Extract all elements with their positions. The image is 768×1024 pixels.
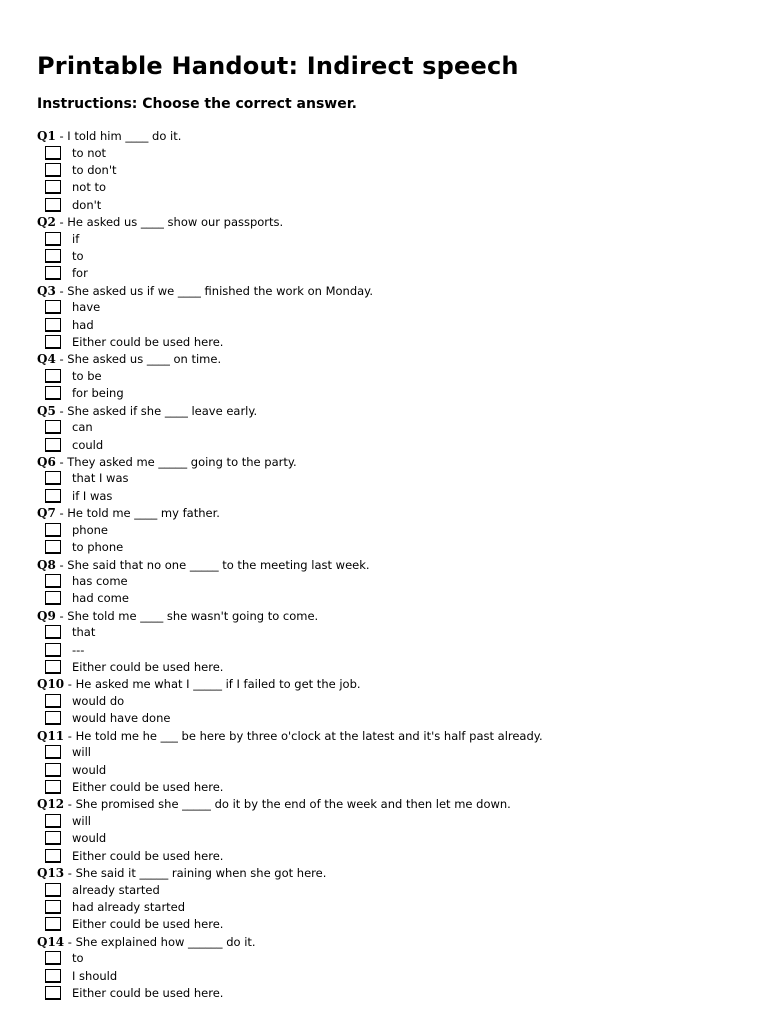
answer-option-label: don't xyxy=(72,197,102,212)
question-4 xyxy=(37,351,737,368)
question-10 xyxy=(37,676,737,693)
answer-option[interactable] xyxy=(37,985,737,1002)
answer-checkbox[interactable] xyxy=(45,471,61,485)
answer-option-label: Either could be used here. xyxy=(72,917,224,932)
answer-checkbox[interactable] xyxy=(45,574,61,588)
answer-option[interactable] xyxy=(37,179,737,196)
answer-option[interactable] xyxy=(37,899,737,916)
answer-checkbox[interactable] xyxy=(45,951,61,965)
answer-option-label: could xyxy=(72,437,104,452)
answer-option[interactable] xyxy=(37,162,737,179)
question-text: - They asked me _____ going to the party. xyxy=(55,454,297,469)
question-13 xyxy=(37,865,737,882)
answer-option[interactable] xyxy=(37,779,737,796)
answer-option-label: had come xyxy=(72,591,129,606)
question-7 xyxy=(37,505,737,522)
question-text: - She explained how ______ do it. xyxy=(64,934,256,949)
question-12 xyxy=(37,796,737,813)
answer-option[interactable] xyxy=(37,744,737,761)
answer-checkbox[interactable] xyxy=(45,523,61,537)
answer-option[interactable] xyxy=(37,539,737,556)
question-number: Q11 xyxy=(37,728,65,743)
question-text: - He asked us ____ show our passports. xyxy=(55,215,284,230)
answer-option-label: Either could be used here. xyxy=(72,335,224,350)
answer-checkbox[interactable] xyxy=(45,849,61,863)
question-8 xyxy=(37,557,737,574)
quiz-list xyxy=(37,128,737,1002)
question-number: Q5 xyxy=(37,403,56,418)
answer-option-label: Either could be used here. xyxy=(72,780,224,795)
answer-option[interactable] xyxy=(37,882,737,899)
answer-option[interactable] xyxy=(37,368,737,385)
question-14 xyxy=(37,934,737,951)
question-text: - She said it _____ raining when she got here. xyxy=(64,866,327,881)
answer-option-label: already started xyxy=(72,882,160,897)
answer-option[interactable] xyxy=(37,470,737,487)
question-number: Q14 xyxy=(37,934,65,949)
answer-option[interactable] xyxy=(37,590,737,607)
question-number: Q12 xyxy=(37,797,65,812)
answer-checkbox[interactable] xyxy=(45,625,61,639)
answer-option[interactable] xyxy=(37,916,737,933)
answer-checkbox[interactable] xyxy=(45,883,61,897)
answer-checkbox[interactable] xyxy=(45,694,61,708)
answer-option[interactable] xyxy=(37,968,737,985)
question-text: - He asked me what I _____ if I failed to get the job. xyxy=(64,677,361,692)
question-text: - She promised she _____ do it by the end of the week and then let me down. xyxy=(64,797,511,812)
answer-option-label: to xyxy=(72,248,84,263)
question-6 xyxy=(37,454,737,471)
question-number: Q7 xyxy=(37,506,56,521)
answer-checkbox[interactable] xyxy=(45,249,61,263)
answer-option-label: if xyxy=(72,231,80,246)
answer-option[interactable] xyxy=(37,317,737,334)
answer-checkbox[interactable] xyxy=(45,780,61,794)
answer-checkbox[interactable] xyxy=(45,180,61,194)
answer-option-label: can xyxy=(72,420,93,435)
question-11 xyxy=(37,728,737,745)
answer-checkbox[interactable] xyxy=(45,266,61,280)
question-number: Q9 xyxy=(37,608,56,623)
answer-option-label: Either could be used here. xyxy=(72,848,224,863)
answer-option-label: for xyxy=(72,266,88,281)
answer-checkbox[interactable] xyxy=(45,335,61,349)
answer-checkbox[interactable] xyxy=(45,831,61,845)
answer-option[interactable] xyxy=(37,419,737,436)
question-5 xyxy=(37,403,737,420)
answer-option-label: would xyxy=(72,831,107,846)
question-text: - She asked us ____ on time. xyxy=(55,352,222,367)
answer-option[interactable] xyxy=(37,848,737,865)
answer-option[interactable] xyxy=(37,642,737,659)
question-2 xyxy=(37,214,737,231)
answer-option[interactable] xyxy=(37,573,737,590)
page-title: Printable Handout: Indirect speech xyxy=(37,52,519,80)
answer-option[interactable] xyxy=(37,710,737,727)
answer-checkbox[interactable] xyxy=(45,711,61,725)
question-3 xyxy=(37,283,737,300)
answer-checkbox[interactable] xyxy=(45,643,61,657)
answer-option-label: for being xyxy=(72,386,124,401)
answer-checkbox[interactable] xyxy=(45,660,61,674)
question-text: - She asked us if we ____ finished the work on Monday. xyxy=(55,283,373,298)
answer-option[interactable] xyxy=(37,522,737,539)
answer-option[interactable] xyxy=(37,762,737,779)
answer-option[interactable] xyxy=(37,299,737,316)
answer-option[interactable] xyxy=(37,624,737,641)
answer-checkbox[interactable] xyxy=(45,386,61,400)
answer-checkbox[interactable] xyxy=(45,232,61,246)
question-1 xyxy=(37,128,737,145)
answer-checkbox[interactable] xyxy=(45,163,61,177)
answer-checkbox[interactable] xyxy=(45,745,61,759)
answer-checkbox[interactable] xyxy=(45,420,61,434)
answer-option-label: Either could be used here. xyxy=(72,986,224,1001)
answer-option[interactable] xyxy=(37,693,737,710)
question-number: Q10 xyxy=(37,677,65,692)
answer-checkbox[interactable] xyxy=(45,146,61,160)
question-9 xyxy=(37,608,737,625)
answer-option-label: not to xyxy=(72,180,107,195)
answer-option-label: to not xyxy=(72,145,107,160)
answer-option-label: if I was xyxy=(72,488,113,503)
question-number: Q4 xyxy=(37,352,56,367)
answer-checkbox[interactable] xyxy=(45,438,61,452)
answer-option[interactable] xyxy=(37,334,737,351)
answer-checkbox[interactable] xyxy=(45,489,61,503)
answer-option-label: to be xyxy=(72,368,102,383)
answer-option-label: would have done xyxy=(72,711,171,726)
answer-checkbox[interactable] xyxy=(45,917,61,931)
answer-option-label: would xyxy=(72,762,107,777)
question-text: - I told him ____ do it. xyxy=(55,129,182,143)
answer-option-label: I should xyxy=(72,968,118,983)
answer-checkbox[interactable] xyxy=(45,763,61,777)
answer-checkbox[interactable] xyxy=(45,300,61,314)
answer-checkbox[interactable] xyxy=(45,986,61,1000)
answer-option[interactable] xyxy=(37,950,737,967)
answer-checkbox[interactable] xyxy=(45,540,61,554)
answer-option-label: to don't xyxy=(72,162,117,177)
question-text: - He told me he ___ be here by three o'clock at the latest and it's half past already. xyxy=(64,728,543,743)
answer-option-label: have xyxy=(72,300,101,315)
answer-option-label: will xyxy=(72,813,91,828)
answer-option-label: will xyxy=(72,745,91,760)
answer-checkbox[interactable] xyxy=(45,198,61,212)
answer-option[interactable] xyxy=(37,385,737,402)
answer-checkbox[interactable] xyxy=(45,591,61,605)
question-text: - She told me ____ she wasn't going to come. xyxy=(55,608,319,623)
question-number: Q2 xyxy=(37,215,56,230)
question-number: Q6 xyxy=(37,454,56,469)
answer-option-label: to xyxy=(72,951,84,966)
answer-option[interactable] xyxy=(37,197,737,214)
question-text: - He told me ____ my father. xyxy=(55,506,220,521)
answer-option[interactable] xyxy=(37,437,737,454)
question-text: - She asked if she ____ leave early. xyxy=(55,403,258,418)
answer-option[interactable] xyxy=(37,145,737,162)
question-number: Q8 xyxy=(37,557,56,572)
answer-option[interactable] xyxy=(37,659,737,676)
answer-option-label: had xyxy=(72,317,94,332)
answer-option-label: that xyxy=(72,625,96,640)
question-number: Q1 xyxy=(37,129,56,143)
answer-option[interactable] xyxy=(37,830,737,847)
answer-option-label: would do xyxy=(72,693,125,708)
answer-option-label: has come xyxy=(72,574,128,589)
answer-option[interactable] xyxy=(37,231,737,248)
answer-option[interactable] xyxy=(37,813,737,830)
answer-checkbox[interactable] xyxy=(45,814,61,828)
answer-option[interactable] xyxy=(37,488,737,505)
answer-checkbox[interactable] xyxy=(45,969,61,983)
answer-option[interactable] xyxy=(37,248,737,265)
question-number: Q3 xyxy=(37,283,56,298)
answer-checkbox[interactable] xyxy=(45,369,61,383)
answer-checkbox[interactable] xyxy=(45,318,61,332)
answer-option-label: to phone xyxy=(72,540,124,555)
answer-checkbox[interactable] xyxy=(45,900,61,914)
answer-option-label: phone xyxy=(72,522,108,537)
answer-option-label: Either could be used here. xyxy=(72,660,224,675)
instructions-text: Instructions: Choose the correct answer. xyxy=(37,96,357,112)
answer-option-label: had already started xyxy=(72,900,186,914)
question-text: - She said that no one _____ to the meeting last week. xyxy=(55,557,370,572)
question-number: Q13 xyxy=(37,866,65,881)
answer-option-label: --- xyxy=(72,642,85,657)
answer-option-label: that I was xyxy=(72,471,129,486)
answer-option[interactable] xyxy=(37,265,737,282)
